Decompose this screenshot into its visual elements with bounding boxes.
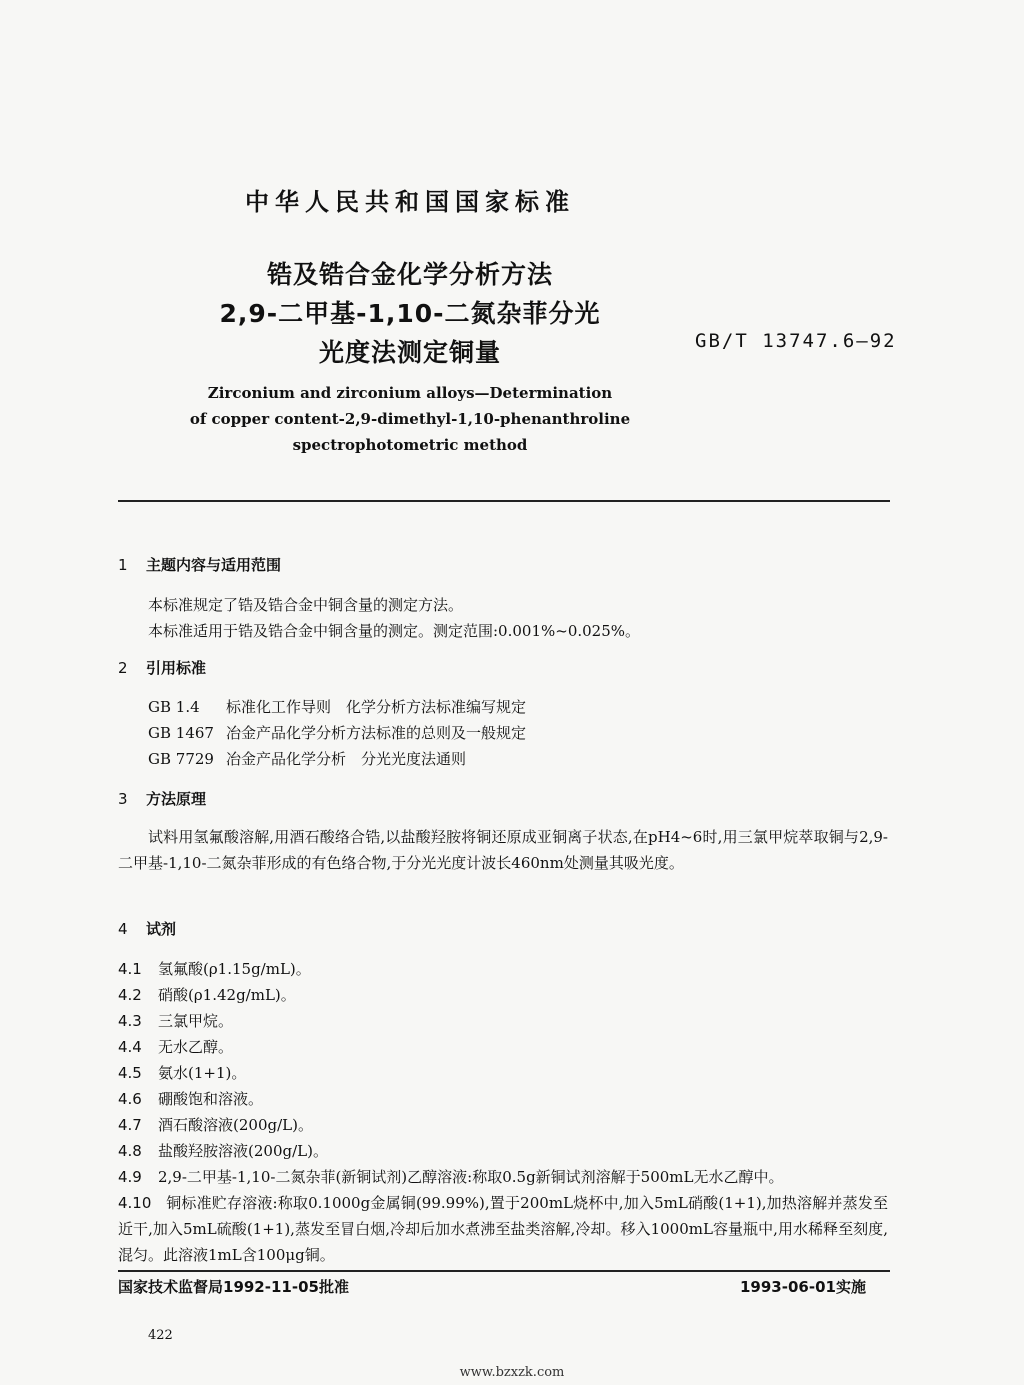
section-4-heading (118, 918, 176, 939)
title-en-line-2: of copper content-2,9-dimethyl-1,10-phenanthroline (189, 410, 631, 428)
reagent-text: 硝酸(ρ1.42g/mL)。 (158, 986, 296, 1004)
reagent-item (118, 1166, 784, 1187)
title-cn-line-3: 光度法测定铜量 (318, 338, 501, 367)
reagent-number: 4.5 (118, 1064, 142, 1082)
section-number: 3 (118, 790, 128, 808)
reagent-number: 4.6 (118, 1090, 142, 1108)
reagent-item-4-10 (118, 1190, 888, 1268)
reagent-number: 4.9 (118, 1168, 142, 1186)
section-number: 2 (118, 659, 128, 677)
reference-text: 冶金产品化学分析 分光光度法通则 (226, 750, 467, 768)
reference-item (148, 722, 526, 743)
reagent-text: 氨水(1+1)。 (158, 1064, 247, 1082)
reference-code: GB 7729 (148, 750, 214, 768)
reagent-text: 2,9-二甲基-1,10-二氮杂菲(新铜试剂)乙醇溶液:称取0.5g新铜试剂溶解于500mL无水乙醇中。 (158, 1168, 784, 1186)
section-3-paragraph: 试料用氢氟酸溶解,用酒石酸络合锆,以盐酸羟胺将铜还原成亚铜离子状态,在pH4~6时,用三氯甲烷萃取铜与2,9-二甲基-1,10-二氮杂菲形成的有色络合物,于分光光度计波长460nm处测量其吸光度。 (118, 828, 888, 872)
section-3-heading (118, 788, 206, 809)
reagent-text: 硼酸饱和溶液。 (158, 1090, 264, 1108)
reagent-number: 4.1 (118, 960, 142, 978)
reagent-text: 酒石酸溶液(200g/L)。 (158, 1116, 313, 1134)
reagent-item (118, 1140, 328, 1161)
section-1-heading (118, 554, 281, 575)
reagent-number: 4.8 (118, 1142, 142, 1160)
section-number: 4 (118, 920, 128, 938)
header-divider (118, 500, 890, 502)
reagent-item (118, 984, 296, 1005)
reagent-text: 三氯甲烷。 (158, 1012, 234, 1030)
reagent-number: 4.10 (118, 1194, 152, 1212)
page-number: 422 (148, 1328, 173, 1343)
section-title: 引用标准 (146, 659, 207, 677)
reagent-item (118, 958, 311, 979)
standard-header: 中华人民共和国国家标准 (245, 188, 575, 216)
reference-code: GB 1467 (148, 724, 214, 742)
reagent-text: 盐酸羟胺溶液(200g/L)。 (158, 1142, 328, 1160)
reagent-text: 铜标准贮存溶液:称取0.1000g金属铜(99.99%),置于200mL烧杯中,加入5mL硝酸(1+1),加热溶解并蒸发至近干,加入5mL硫酸(1+1),蒸发至冒白烟,冷却后加水煮沸至盐类溶解,冷却。移入1000mL容量瓶中,用水稀释至刻度,混匀。此溶液1mL含100μg铜。 (118, 1194, 888, 1264)
section-1-para-1: 本标准规定了锆及锆合金中铜含量的测定方法。 (148, 596, 464, 614)
reference-item (148, 696, 526, 717)
section-title: 方法原理 (146, 790, 207, 808)
reagent-item (118, 1036, 233, 1057)
reagent-number: 4.3 (118, 1012, 142, 1030)
reference-text: 冶金产品化学分析方法标准的总则及一般规定 (226, 724, 527, 742)
section-1-para-2: 本标准适用于锆及锆合金中铜含量的测定。测定范围:0.001%~0.025%。 (148, 622, 641, 640)
reference-code: GB 1.4 (148, 698, 200, 716)
approval-date: 国家技术监督局1992-11-05批准 (118, 1278, 349, 1296)
effective-date: 1993-06-01实施 (740, 1278, 866, 1296)
footer-divider (118, 1270, 890, 1272)
section-title: 主题内容与适用范围 (146, 556, 282, 574)
reagent-number: 4.2 (118, 986, 142, 1004)
reagent-number: 4.4 (118, 1038, 142, 1056)
reagent-text: 无水乙醇。 (158, 1038, 234, 1056)
section-2-heading (118, 657, 206, 678)
reagent-number: 4.7 (118, 1116, 142, 1134)
section-title: 试剂 (146, 920, 177, 938)
standard-code: GB/T 13747.6—92 (695, 330, 897, 352)
title-cn-line-2: 2,9-二甲基-1,10-二氮杂菲分光 (219, 299, 601, 328)
reagent-item (118, 1062, 246, 1083)
reagent-item (118, 1010, 233, 1031)
website-watermark: www.bzxzk.com (459, 1365, 565, 1380)
reference-text: 标准化工作导则 化学分析方法标准编写规定 (226, 698, 527, 716)
title-en-line-1: Zirconium and zirconium alloys—Determination (207, 384, 613, 402)
reference-item (148, 748, 466, 769)
section-number: 1 (118, 556, 128, 574)
title-en-line-3: spectrophotometric method (292, 436, 528, 454)
reagent-text: 氢氟酸(ρ1.15g/mL)。 (158, 960, 311, 978)
title-cn-line-1: 锆及锆合金化学分析方法 (266, 260, 553, 289)
reagent-item (118, 1088, 263, 1109)
reagent-item (118, 1114, 313, 1135)
